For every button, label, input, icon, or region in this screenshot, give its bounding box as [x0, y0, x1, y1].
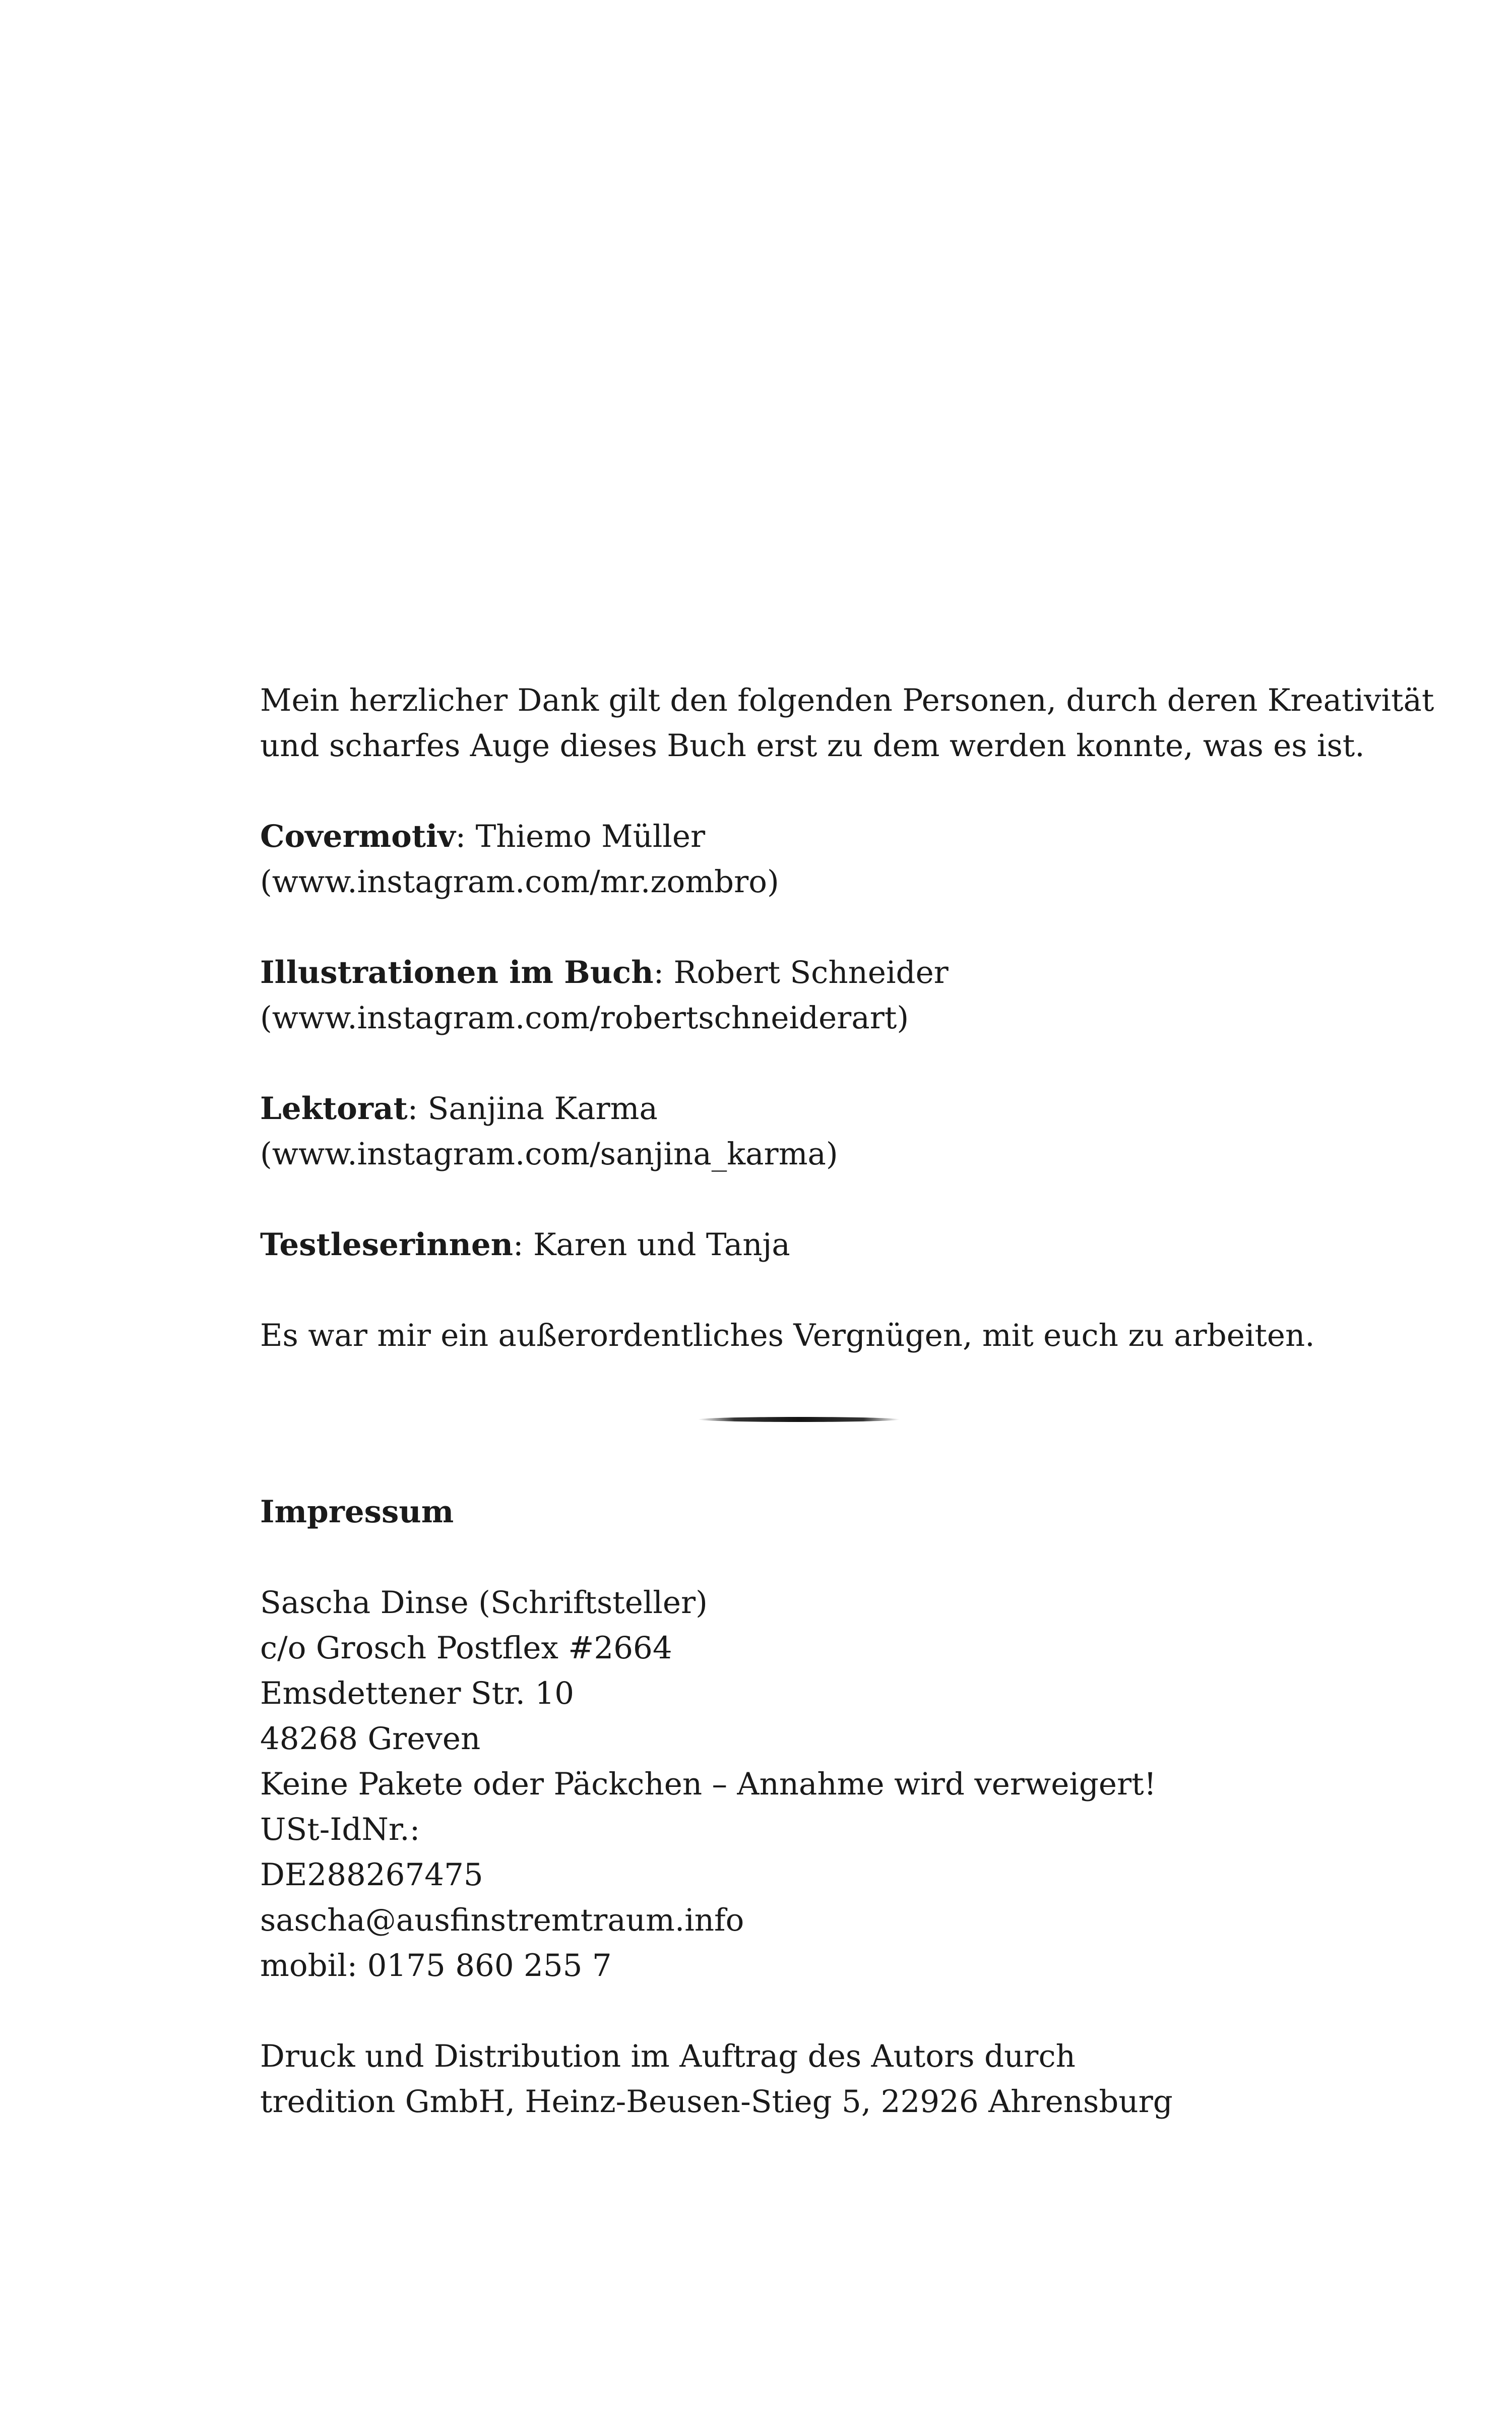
thanks-closing: [260, 1313, 1318, 1358]
impressum-line: Keine Pakete oder Päckchen – Annahme wird verweigert!: [260, 1766, 1157, 1802]
credit-testreaders: [260, 1222, 1318, 1268]
credit-illustrations-name: Robert Schneider: [673, 955, 949, 990]
thanks-intro-line-2: und scharfes Auge dieses Buch erst zu dem werden konnte, was es ist.: [260, 728, 1365, 764]
thanks-closing-text: Es war mir ein außerordentliches Vergnügen, mit euch zu arbeiten.: [260, 1318, 1315, 1353]
credit-cover-role: Covermotiv: [260, 819, 456, 854]
credit-testreaders-sep: :: [513, 1227, 533, 1263]
impressum-address: [260, 1580, 1318, 1989]
impressum-line: Emsdettener Str. 10: [260, 1676, 575, 1711]
thanks-intro-line-1: Mein herzlicher Dank gilt den folgenden Personen, durch deren Kreativität: [260, 683, 1434, 718]
credit-editing: [260, 1086, 1318, 1177]
impressum-heading-block: [260, 1490, 1318, 1535]
credit-illustrations-sep: :: [653, 955, 674, 990]
section-divider: [698, 1417, 900, 1422]
credit-testreaders-name: Karen und Tanja: [533, 1227, 790, 1263]
impressum-email: sascha@ausfinstremtraum.info: [260, 1902, 744, 1938]
credit-editing-role: Lektorat: [260, 1091, 408, 1127]
credit-illustrations-role: Illustrationen im Buch: [260, 955, 654, 990]
impressum-line: Sascha Dinse (Schriftsteller): [260, 1585, 708, 1621]
credit-cover-link: (www.instagram.com/mr.zombro): [260, 864, 779, 900]
impressum-line: DE288267475: [260, 1857, 483, 1893]
print-notice: [260, 2034, 1318, 2125]
impressum-line: c/o Grosch Postflex #2664: [260, 1630, 672, 1666]
credit-editing-link: (www.instagram.com/sanjina_karma): [260, 1136, 838, 1172]
print-notice-line-1: Druck und Distribution im Auftrag des Autors durch: [260, 2038, 1076, 2074]
credit-cover: [260, 814, 1318, 905]
credit-editing-name: Sanjina Karma: [427, 1091, 658, 1127]
thanks-intro: [260, 678, 1434, 769]
credit-illustrations-link: (www.instagram.com/robertschneiderart): [260, 1000, 909, 1036]
credit-illustrations: [260, 950, 1318, 1041]
credit-cover-name: Thiemo Müller: [475, 819, 706, 854]
print-notice-line-2: tredition GmbH, Heinz-Beusen-Stieg 5, 22926 Ahrensburg: [260, 2084, 1173, 2120]
credit-testreaders-role: Testleserinnen: [260, 1227, 514, 1263]
impressum-line: USt-IdNr.:: [260, 1812, 420, 1847]
credit-cover-sep: :: [455, 819, 476, 854]
impressum-heading: Impressum: [260, 1494, 454, 1530]
impressum-phone: mobil: 0175 860 255 7: [260, 1948, 612, 1984]
credit-editing-sep: :: [407, 1091, 428, 1127]
impressum-line: 48268 Greven: [260, 1721, 481, 1757]
